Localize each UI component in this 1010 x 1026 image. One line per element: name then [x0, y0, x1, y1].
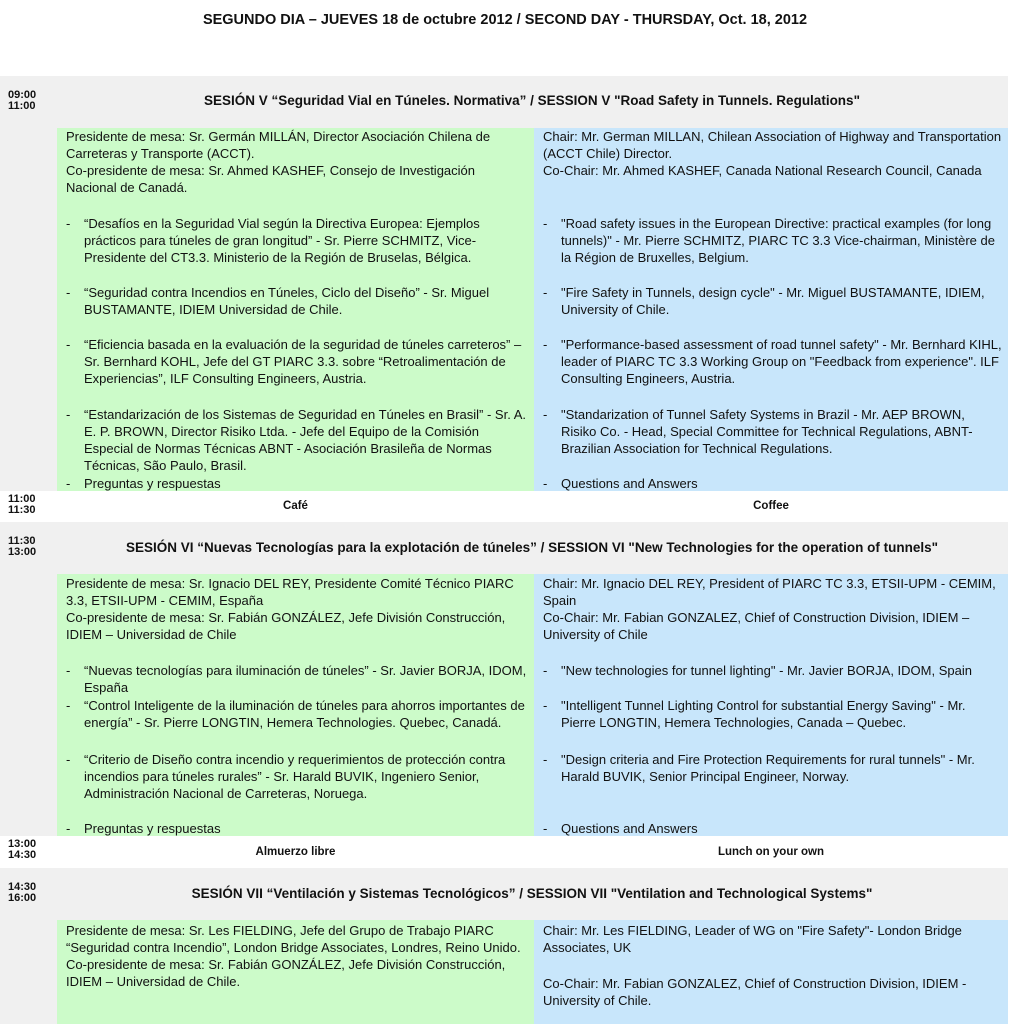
break-label-en: Coffee [753, 500, 789, 512]
time-start: 11:00 [8, 493, 36, 505]
talk-item-en: - "Design criteria and Fire Protection Requirements for rural tunnels" - Mr. Harald BUVIK, Senior Principal Engineer, Norway. [543, 752, 975, 784]
session-title: SESIÓN VI “Nuevas Tecnologías para la explotación de túneles” / SESSION VI "New Technologies for the operation of tunnels" [126, 540, 938, 555]
talk-item-es: - “Criterio de Diseño contra incendio y requerimientos de protección contra incendios para túneles rurales” - Sr. Harald BUVIK, Ingeniero Senior, Administración Nacional de Carreteras, Noruega. [66, 752, 506, 801]
session-chairs-es: Presidente de mesa: Sr. Ignacio DEL REY, Presidente Comité Técnico PIARC 3.3, ETSII-UPM - CEMIM, España Co-presidente de mesa: Sr. Fabián GONZÁLEZ, Jefe División Construcción, IDIEM – Universidad de Chile [66, 576, 514, 642]
talk-item-es: - “Seguridad contra Incendios en Túneles, Ciclo del Diseño” - Sr. Miguel BUSTAMANTE, IDIEM Universidad de Chile. [66, 285, 490, 317]
session-time [8, 90, 52, 112]
talk-item-es: - “Nuevas tecnologías para iluminación de túneles” - Sr. Javier BORJA, IDOM, España [66, 663, 527, 695]
talk-item-en: - Questions and Answers [543, 821, 698, 836]
time-start: 09:00 [8, 89, 37, 101]
talk-item-en: - "New technologies for tunnel lighting" - Mr. Javier BORJA, IDOM, Spain [543, 663, 972, 678]
time-start: 14:30 [8, 881, 37, 893]
talk-item-es: - “Estandarización de los Sistemas de Seguridad en Túneles en Brasil” - Sr. A. E. P. BROWN, Director Risiko Ltda. - Jefe del Equipo de la Comisión Especial de Normas Técnicas ABNT - Asociación Brasileña de Normas Técnicas, São Paulo, Brasil. [66, 407, 526, 473]
talk-item-es: - Preguntas y respuestas [66, 821, 221, 836]
session-chair-en: Chair: Mr. Les FIELDING, Leader of WG on "Fire Safety"- London Bridge Associates, UK [543, 923, 962, 955]
time-start: 13:00 [8, 838, 37, 850]
time-end: 14:30 [8, 849, 37, 861]
talk-item-en: - "Road safety issues in the European Directive: practical examples (for long tunnels)" - Mr. Pierre SCHMITZ, PIARC TC 3.3 Vice-chairman, Ministère de la Région de Bruxelles, Belgium. [543, 216, 995, 265]
session-time [8, 882, 52, 904]
session-chairs-en: Chair: Mr. German MILLAN, Chilean Association of Highway and Transportation (ACCT Chile) Director. Co-Chair: Mr. Ahmed KASHEF, Canada National Research Council, Canada [543, 129, 1002, 178]
session-time [8, 536, 52, 558]
talk-item-es: - “Control Inteligente de la iluminación de túneles para ahorros importantes de energía” - Sr. Pierre LONGTIN, Hemera Technologies. Quebec, Canadá. [66, 698, 525, 730]
session-chairs-es: Presidente de mesa: Sr. Les FIELDING, Jefe del Grupo de Trabajo PIARC “Seguridad contra Incendio”, London Bridge Associates, Londres, Reino Unido. Co-presidente de mesa: Sr. Fabián GONZÁLEZ, Jefe División Construcción, IDIEM – Universidad de Chile. [66, 923, 521, 989]
session-chairs-en: Chair: Mr. Ignacio DEL REY, President of PIARC TC 3.3, ETSII-UPM - CEMIM, Spain Co-Chair: Mr. Fabian GONZALEZ, Chief of Construction Division, IDIEM – University of Chile [543, 576, 996, 642]
session-cochair-en: Co-Chair: Mr. Fabian GONZALEZ, Chief of Construction Division, IDIEM - University of Chile. [543, 976, 967, 1008]
talk-item-en: - Questions and Answers [543, 476, 698, 491]
talk-item-es: - “Desafíos en la Seguridad Vial según la Directiva Europea: Ejemplos prácticos para túneles de gran longitud” - Sr. Pierre SCHMITZ, Vice-Presidente del CT3.3. Ministerio de la Región de Bruselas, Bélgica. [66, 216, 480, 265]
time-end: 11:30 [8, 504, 36, 516]
break-label-en: Lunch on your own [717, 846, 825, 858]
time-end: 11:00 [8, 100, 36, 112]
break-time [8, 839, 52, 861]
talk-item-es: - “Eficiencia basada en la evaluación de la seguridad de túneles carreteros” – Sr. Bernhard KOHL, Jefe del GT PIARC 3.3. sobre “Retroalimentación de Experiencias”, ILF Consulting Engineers, Austria. [66, 337, 522, 386]
talk-item-en: - "Performance-based assessment of road tunnel safety" - Mr. Bernhard KIHL, leader of PIARC TC 3.3 Working Group on "Feedback from experience". ILF Consulting Engineers, Austria. [543, 337, 1002, 386]
session-chairs-es: Presidente de mesa: Sr. Germán MILLÁN, Director Asociación Chilena de Carreteras y Transporte (ACCT). Co-presidente de mesa: Sr. Ahmed KASHEF, Consejo de Investigación Nacional de Canadá. [66, 129, 491, 195]
page-title: SEGUNDO DIA – JUEVES 18 de octubre 2012 / SECOND DAY - THURSDAY, Oct. 18, 2012 [202, 12, 808, 28]
time-gutter [0, 128, 57, 491]
talk-item-en: - "Fire Safety in Tunnels, design cycle" - Mr. Miguel BUSTAMANTE, IDIEM, University of Chile. [543, 285, 985, 317]
time-end: 13:00 [8, 546, 37, 558]
break-label-es: Almuerzo libre [255, 846, 336, 858]
talk-item-es: - Preguntas y respuestas [66, 476, 221, 491]
session-title: SESIÓN VII “Ventilación y Sistemas Tecnológicos” / SESSION VII "Ventilation and Technological Systems" [191, 886, 873, 901]
break-label-es: Café [283, 500, 308, 512]
time-start: 11:30 [8, 535, 36, 547]
time-gutter [0, 574, 57, 836]
talk-item-en: - "Intelligent Tunnel Lighting Control for substantial Energy Saving" - Mr. Pierre LONGTIN, Hemera Technologies, Canada – Quebec. [543, 698, 966, 730]
session-title: SESIÓN V “Seguridad Vial en Túneles. Normativa” / SESSION V "Road Safety in Tunnels. Regulations" [204, 93, 860, 108]
time-end: 16:00 [8, 892, 37, 904]
talk-item-en: - "Standarization of Tunnel Safety Systems in Brazil - Mr. AEP BROWN, Risiko Co. - Head, Special Committee for Technical Regulations, ABNT- Brazilian Association for Technical Regulations. [543, 407, 973, 456]
break-time [8, 494, 52, 516]
time-gutter [0, 920, 57, 1024]
